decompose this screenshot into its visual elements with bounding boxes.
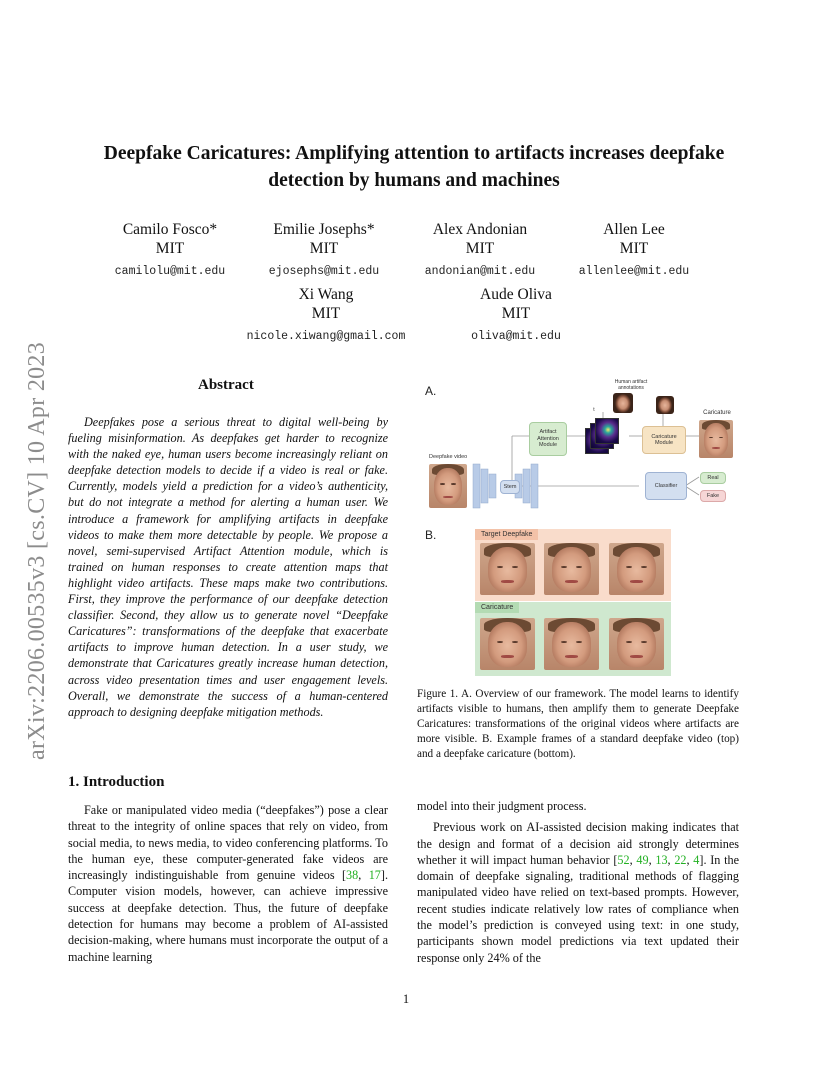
face-mouth xyxy=(630,580,643,583)
text-run: Previous work on AI-assisted decision making indicates that the design and format of a decision aid strongly determines whether it will impact human behavior [ xyxy=(417,820,739,867)
author-name: Camilo Fosco* xyxy=(122,221,218,238)
caricature-strip xyxy=(475,602,671,676)
text-run: , xyxy=(667,852,675,867)
text-run: ]. In the domain of deepfake signaling, traditional methods of flagging manipulated video have relied on text-based prompts. However, recent studies indicate relatively low rates of compliance when the model’s prediction is conveyed using text: in one study, participants shown model predictions via text updated their response only 24% of the xyxy=(417,852,740,965)
author-block xyxy=(446,285,586,346)
abstract-text: Deepfakes pose a serious threat to digital well-being by fueling misinformation. As deepfakes get harder to recognize with the naked eye, human users become increasingly reliant on deepfake detection models to decide if a video is real or fake. Currently, models yield a prediction for a video’s authenticity, but do not integrate a method for alerting a human user. We introduce a framework for amplifying artifacts in deepfake videos to make them more detectable by people. We propose a novel, semi-supervised Artifact Attention module, which is trained on human responses to create attention maps that highlight video artifacts. These maps make two contributions. First, they improve the performance of our deepfake detection classifier. Second, they allow us to generate novel “Deepfake Caricatures”: transformations of the deepfake that exacerbate artifacts to improve human detection. In a user study, we demonstrate that Caricatures greatly increase human detection, across video presentation times and user engagement levels. Overall, we demonstrate the success of a human-centered approach to designing deepfake mitigation methods. xyxy=(68,415,388,719)
real-output xyxy=(700,472,726,484)
citation-link[interactable]: 52 xyxy=(617,852,630,867)
face-mouth xyxy=(565,580,578,583)
panel-b-label: B. xyxy=(425,528,437,542)
author-block xyxy=(100,220,240,281)
author-block xyxy=(254,220,394,281)
author-affiliation: MIT xyxy=(311,305,341,322)
deepfake-frame xyxy=(480,543,535,595)
author-affiliation: MIT xyxy=(155,240,185,257)
face-head xyxy=(488,547,528,592)
text-run: ]. Computer vision models, however, can achieve impressive success at deepfake detection. Thus, the future of deepfake detection for humans may become a problem of AI-assisted decision-making, where humans must incorporate the output of a machine learning xyxy=(68,868,388,964)
face-head xyxy=(617,547,657,592)
citation-link[interactable]: 4 xyxy=(693,852,700,867)
author-email: andonian@mit.edu xyxy=(424,265,536,278)
author-email: oliva@mit.edu xyxy=(471,330,561,343)
face-eye xyxy=(626,641,633,643)
intro-paragraph xyxy=(68,802,388,965)
face-mouth xyxy=(565,655,578,658)
text-run: , xyxy=(686,852,694,867)
time-axis-label: t xyxy=(593,407,595,413)
text-run: , xyxy=(358,868,369,883)
human-annotations-label: Human artifact annotations xyxy=(614,379,648,391)
face-head xyxy=(617,622,657,667)
face-eye xyxy=(561,566,568,568)
face-mouth xyxy=(630,655,643,658)
panel-a-label: A. xyxy=(425,384,437,398)
classifier-label: Classifier xyxy=(654,482,678,489)
caricature-module xyxy=(642,426,686,454)
citation-link[interactable]: 17 xyxy=(368,868,381,883)
annotation-face-thumbnail xyxy=(613,393,633,413)
page-number: 1 xyxy=(402,992,410,1006)
deepfake-video-label: Deepfake video xyxy=(429,454,468,460)
text-run: , xyxy=(648,852,656,867)
deepfake-frame xyxy=(609,543,664,595)
deepfake-frame xyxy=(544,543,599,595)
author-name: Xi Wang xyxy=(298,286,354,303)
author-block xyxy=(564,220,704,281)
caricature-input-thumbnail xyxy=(656,396,674,414)
face-head xyxy=(552,547,592,592)
intro-left-column xyxy=(68,802,388,965)
face-head xyxy=(552,622,592,667)
caricature-output-thumbnail xyxy=(699,420,733,458)
real-label: Real xyxy=(707,474,719,481)
face-head xyxy=(704,423,728,456)
citation-link[interactable]: 13 xyxy=(655,852,668,867)
paper-title: Deepfake Caricatures: Amplifying attention to artifacts increases deepfake detection by humans and machines xyxy=(103,143,725,191)
section-heading: 1. Introduction xyxy=(68,774,165,790)
author-name: Alex Andonian xyxy=(432,221,528,238)
figure-caption: Figure 1. A. Overview of our framework. The model learns to identify artifacts visible to humans, then amplify them to generate Deepfake Caricatures: transformations of the original videos where artifacts are more visible. B. Example frames of a standard deepfake video (top) and a deepfake caricature (bottom). xyxy=(417,688,739,760)
citation-link[interactable]: 22 xyxy=(674,852,687,867)
abstract-body xyxy=(68,414,388,720)
author-email: camilolu@mit.edu xyxy=(114,265,226,278)
author-affiliation: MIT xyxy=(309,240,339,257)
intro-paragraph: model into their judgment process. xyxy=(417,799,587,813)
face-mouth xyxy=(501,655,514,658)
text-run: , xyxy=(629,852,637,867)
abstract-heading: Abstract xyxy=(198,377,254,393)
classifier-box xyxy=(645,472,687,500)
author-block xyxy=(410,220,550,281)
face-eye xyxy=(497,641,504,643)
target-deepfake-strip xyxy=(475,529,671,601)
intro-paragraph xyxy=(417,819,739,966)
face-mouth xyxy=(443,496,452,498)
stem-label: Stem xyxy=(503,483,517,490)
author-name: Emilie Josephs* xyxy=(273,221,375,238)
stem-box xyxy=(500,480,520,494)
citation-link[interactable]: 38 xyxy=(346,868,359,883)
author-email: nicole.xiwang@gmail.com xyxy=(246,330,406,343)
artifact-module-label: Artifact Attention Module xyxy=(537,429,559,449)
face-eye xyxy=(497,566,504,568)
author-affiliation: MIT xyxy=(619,240,649,257)
author-name: Aude Oliva xyxy=(480,286,552,303)
face-eye xyxy=(626,566,633,568)
face-mouth xyxy=(501,580,514,583)
figure-1 xyxy=(417,374,747,684)
deepfake-video-thumbnail xyxy=(429,464,467,508)
caricature-frame xyxy=(480,618,535,670)
author-affiliation: MIT xyxy=(501,305,531,322)
fake-output xyxy=(700,490,726,502)
intro-right-column xyxy=(417,798,739,966)
target-deepfake-label: Target Deepfake xyxy=(475,529,538,540)
text-run: Fake or manipulated video media (“deepfakes”) pose a clear threat to the integrity of online spaces that rely on video, from social media, to news media, to video conferencing platforms. To the human eye, these computer-generated fake videos are increasingly indistinguishable from genuine videos [ xyxy=(68,803,388,883)
arxiv-identifier: arXiv:2206.00535v3 [cs.CV] 10 Apr 2023 xyxy=(24,341,50,760)
author-affiliation: MIT xyxy=(465,240,495,257)
author-block xyxy=(236,285,416,346)
author-email: allenlee@mit.edu xyxy=(578,265,690,278)
artifact-attention-module xyxy=(529,422,567,456)
face-head xyxy=(488,622,528,667)
author-name: Allen Lee xyxy=(603,221,665,238)
face-head xyxy=(434,468,461,506)
author-email: ejosephs@mit.edu xyxy=(268,265,380,278)
caricature-output-label: Caricature xyxy=(703,410,731,416)
caricature-frame xyxy=(609,618,664,670)
attention-map xyxy=(595,418,619,444)
citation-link[interactable]: 49 xyxy=(636,852,649,867)
caricature-module-label: Caricature Module xyxy=(651,433,677,446)
face-eye xyxy=(561,641,568,643)
face-eye xyxy=(451,483,456,485)
caricature-frame xyxy=(544,618,599,670)
fake-label: Fake xyxy=(706,492,720,499)
caricature-strip-label: Caricature xyxy=(475,602,519,613)
